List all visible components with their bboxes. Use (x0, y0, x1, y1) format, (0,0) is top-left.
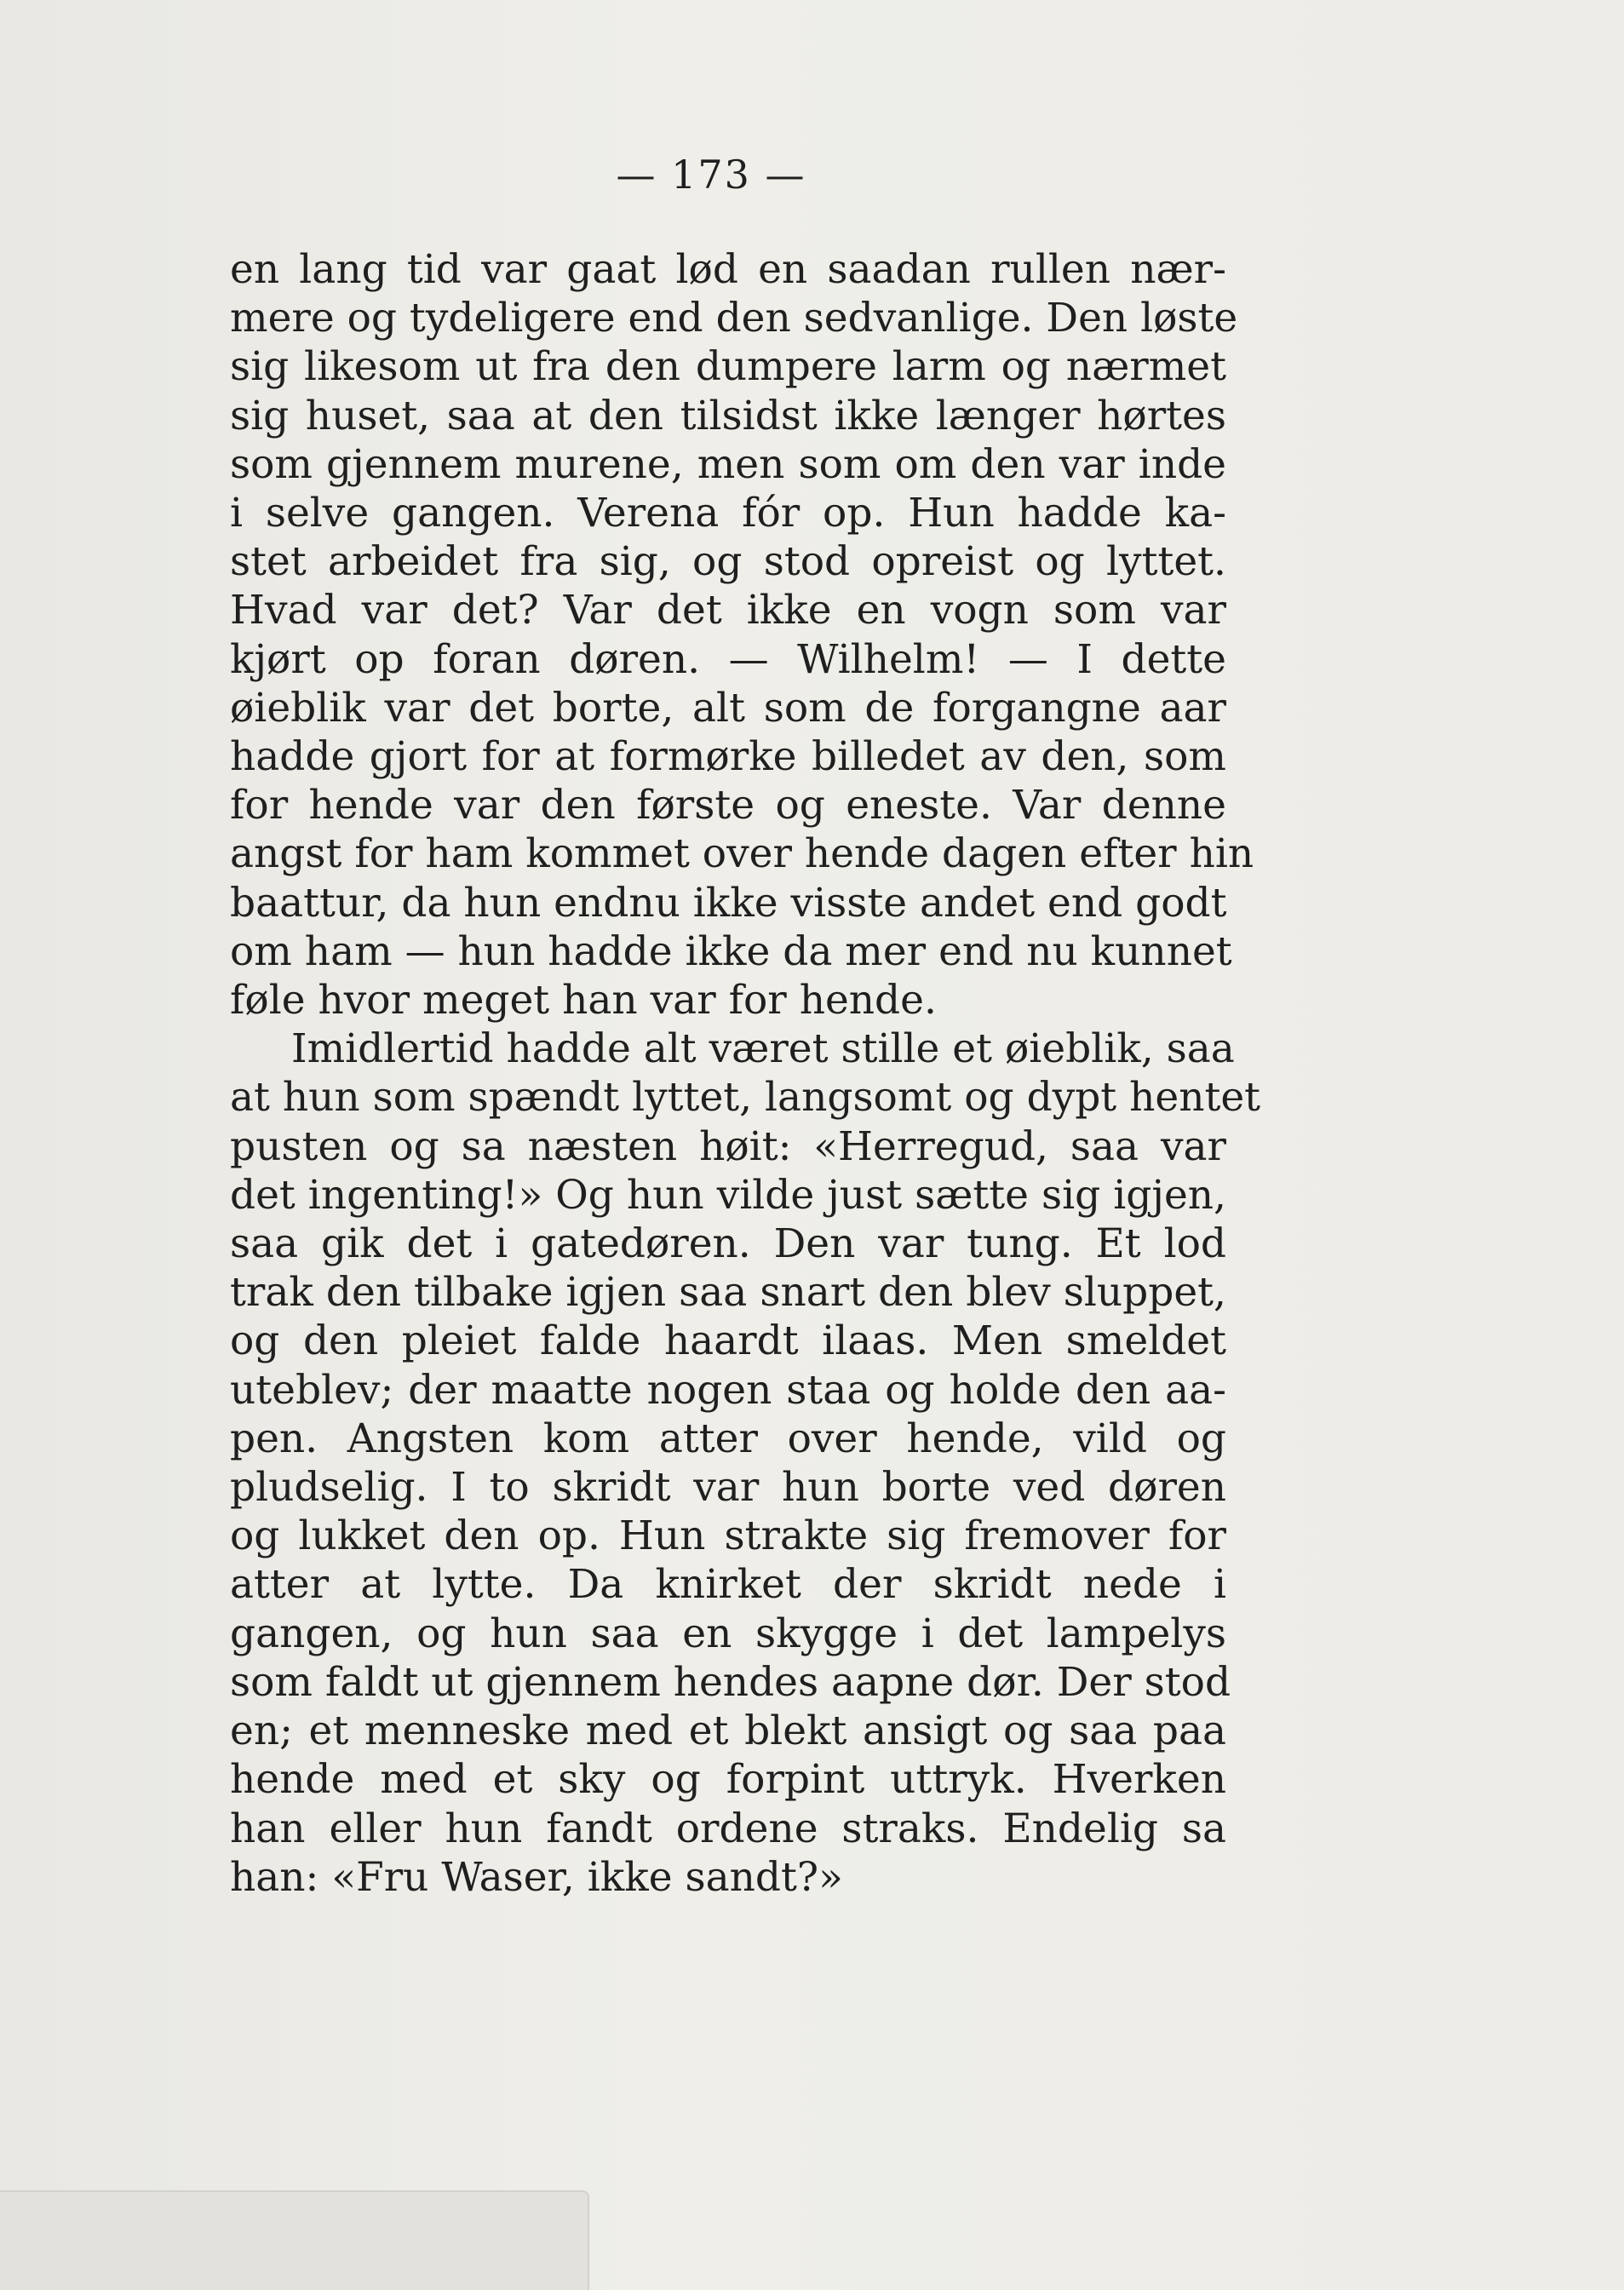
text-line: han eller hun fandt ordene straks. Endelig sa (230, 1805, 1226, 1852)
text-line: pusten og sa næsten høit: «Herregud, saa var (230, 1122, 1226, 1170)
page-number: — 173 — (616, 152, 806, 198)
text-line: kjørt op foran døren. — Wilhelm! — I dette (230, 635, 1226, 683)
text-line: en lang tid var gaat lød en saadan rullen nær- (230, 246, 1226, 293)
text-line: det ingenting!» Og hun vilde just sætte sig igjen, (230, 1171, 1226, 1219)
text-line: uteblev; der maatte nogen staa og holde den aa- (230, 1366, 1226, 1414)
text-line: stet arbeidet fra sig, og stod opreist og lyttet. (230, 538, 1226, 586)
text-line: saa gik det i gatedøren. Den var tung. Et lod (230, 1220, 1226, 1268)
text-line: han: «Fru Waser, ikke sandt?» (230, 1853, 843, 1901)
text-line: sig likesom ut fra den dumpere larm og nærmet (230, 343, 1226, 391)
text-line: hende med et sky og forpint uttryk. Hverken (230, 1756, 1226, 1804)
text-line: at hun som spændt lyttet, langsomt og dypt hentet (230, 1074, 1261, 1122)
text-line: atter at lytte. Da knirket der skridt nede i (230, 1561, 1226, 1609)
text-line: øieblik var det borte, alt som de forgangne aar (230, 684, 1226, 732)
text-line: pludselig. I to skridt var hun borte ved døren (230, 1464, 1226, 1512)
text-line: gangen, og hun saa en skygge i det lampelys (230, 1610, 1226, 1657)
text-line: en; et menneske med et blekt ansigt og saa paa (230, 1707, 1226, 1755)
text-line: baattur, da hun endnu ikke visste andet end godt (230, 879, 1227, 927)
text-line: sig huset, saa at den tilsidst ikke længer hørtes (230, 392, 1226, 439)
text-line: pen. Angsten kom atter over hende, vild og (230, 1415, 1226, 1462)
text-line: mere og tydeligere end den sedvanlige. Den løste (230, 295, 1238, 342)
text-line: angst for ham kommet over hende dagen efter hin (230, 830, 1254, 878)
text-line: føle hvor meget han var for hende. (230, 977, 937, 1024)
text-line: og den pleiet falde haardt ilaas. Men smeldet (230, 1317, 1226, 1365)
text-line: Hvad var det? Var det ikke en vogn som var (230, 587, 1226, 634)
text-line: som faldt ut gjennem hendes aapne dør. Der stod (230, 1658, 1231, 1706)
text-line: i selve gangen. Verena fór op. Hun hadde ka- (230, 490, 1226, 537)
page-edge-tab (0, 2190, 589, 2290)
text-line: som gjennem murene, men som om den var inde (230, 440, 1226, 488)
text-line: hadde gjort for at formørke billedet av den, som (230, 733, 1226, 781)
text-line: for hende var den første og eneste. Var denne (230, 782, 1226, 829)
text-line: og lukket den op. Hun strakte sig fremover for (230, 1512, 1226, 1560)
body-text (230, 245, 1261, 1902)
text-line: trak den tilbake igjen saa snart den blev sluppet, (230, 1269, 1226, 1317)
text-line: Imidlertid hadde alt været stille et øieblik, saa (291, 1025, 1235, 1073)
text-line: om ham — hun hadde ikke da mer end nu kunnet (230, 927, 1232, 975)
